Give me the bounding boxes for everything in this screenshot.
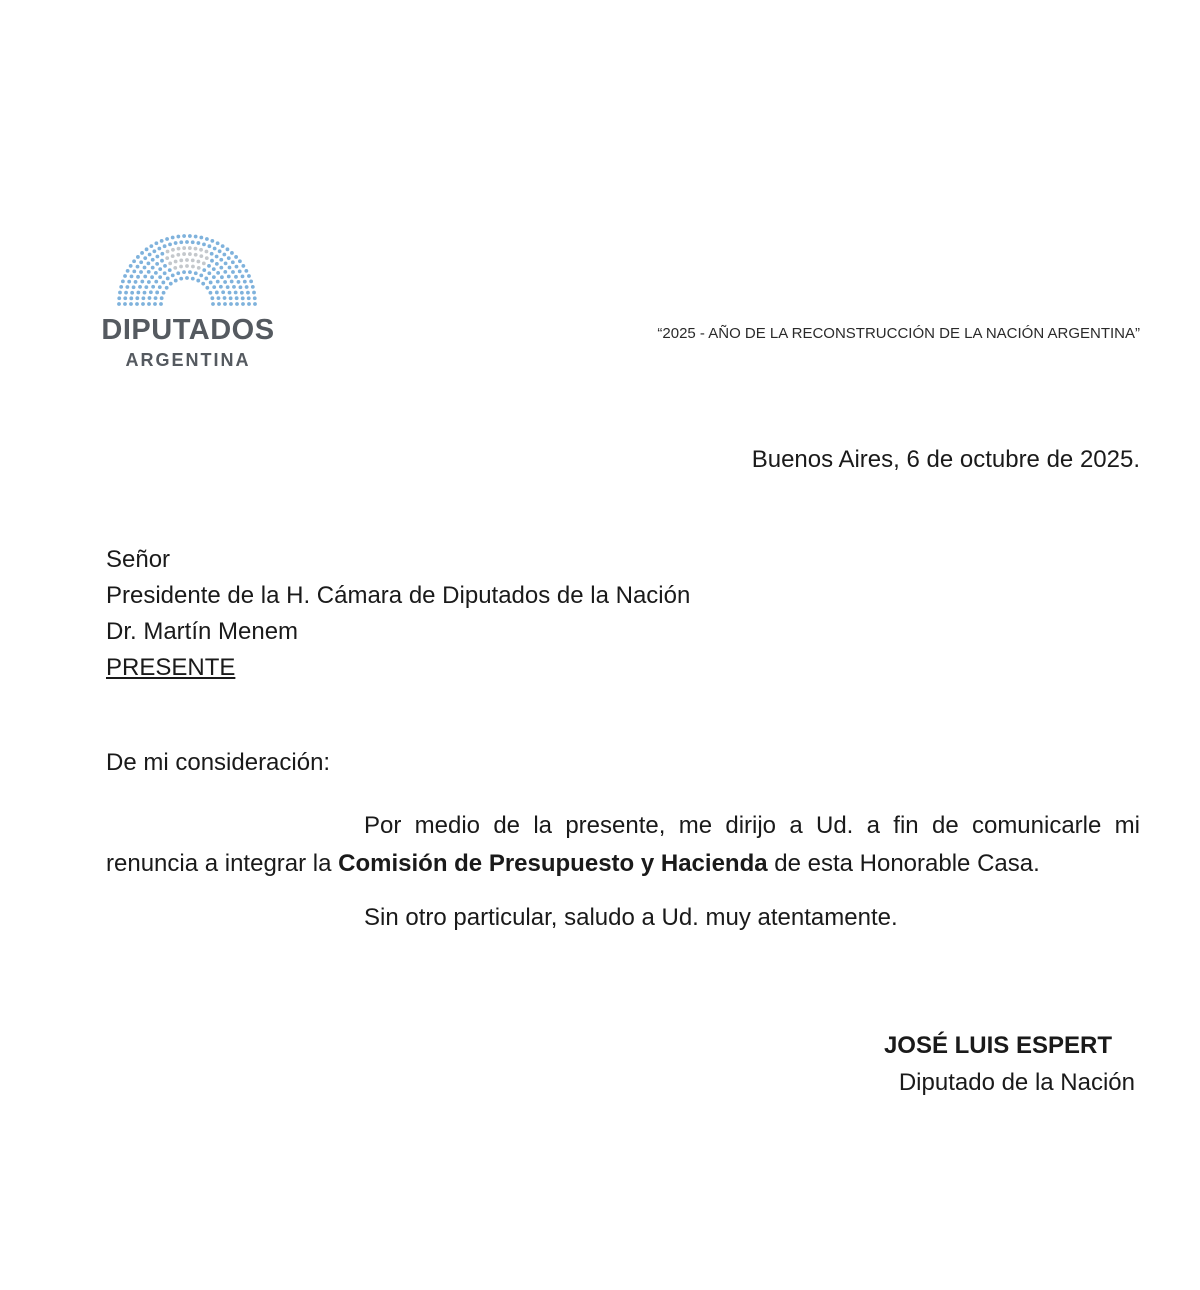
hemicycle-seat [163, 264, 167, 268]
letter-date: Buenos Aires, 6 de octubre de 2025. [751, 446, 1140, 473]
hemicycle-seat [247, 274, 251, 278]
hemicycle-seat [238, 259, 242, 263]
hemicycle-seat [235, 265, 239, 269]
hemicycle-seat [149, 244, 153, 248]
hemicycle-seat [182, 246, 186, 250]
hemicycle-seat [121, 279, 125, 283]
hemicycle-seat [166, 277, 170, 281]
hemicycle-seat [207, 271, 211, 275]
hemicycle-seat [252, 291, 256, 295]
hemicycle-seat [147, 270, 151, 274]
signer-name: JOSÉ LUIS ESPERT [883, 1032, 1112, 1059]
hemicycle-seat [173, 266, 177, 270]
hemicycle-seat [154, 271, 158, 275]
hemicycle-seat [168, 268, 172, 272]
hemicycle-seat [221, 290, 225, 294]
hemicycle-seat [202, 261, 206, 265]
hemicycle-seat [210, 239, 214, 243]
hemicycle-seat [204, 277, 208, 281]
hemicycle-seat [209, 291, 213, 295]
hemicycle-seat [235, 296, 239, 300]
hemicycle-seat [147, 280, 151, 284]
hemicycle-seat [158, 285, 162, 289]
hemicycle-seat [155, 262, 159, 266]
hemicycle-seat [237, 280, 241, 284]
body-text: de esta Honorable Casa. [767, 850, 1040, 877]
hemicycle-seat [123, 302, 127, 306]
hemicycle-seat [163, 271, 167, 275]
hemicycle-seat [249, 279, 253, 283]
hemicycle-seat [241, 274, 245, 278]
hemicycle-seat [169, 282, 173, 286]
hemicycle-seat [148, 296, 152, 300]
hemicycle-seat [179, 265, 183, 269]
hemicycle-seat [253, 296, 257, 300]
hemicycle-seat [202, 268, 206, 272]
hemicycle-seat [227, 256, 231, 260]
body-paragraph [106, 807, 1140, 883]
hemicycle-seat [240, 291, 244, 295]
hemicycle-seat [234, 255, 238, 259]
hemicycle-seat [182, 252, 186, 256]
hemicycle-seat [139, 270, 143, 274]
hemicycle-seat [185, 240, 189, 244]
hemicycle-seat [155, 255, 159, 259]
hemicycle-seat [143, 256, 147, 260]
hemicycle-seat [188, 270, 192, 274]
hemicycle-seat [246, 291, 250, 295]
hemicycle-seat [179, 240, 183, 244]
hemicycle-seat [209, 281, 213, 285]
hemicycle-seat [132, 269, 136, 273]
recipient-line: Presidente de la H. Cámara de Diputados de la Nación [106, 582, 691, 609]
hemicycle-seat [117, 302, 121, 306]
hemicycle-seat [194, 235, 198, 239]
hemicycle-seat [162, 291, 166, 295]
hemicycle-seat [185, 264, 189, 268]
hemicycle-seat [241, 302, 245, 306]
hemicycle-seat [136, 255, 140, 259]
hemicycle-seat [211, 302, 215, 306]
hemicycle-seat [151, 266, 155, 270]
hemicycle-seat [171, 236, 175, 240]
hemicycle-seat [222, 253, 226, 257]
hemicycle-seat [132, 285, 136, 289]
hemicycle-seat [210, 296, 214, 300]
hemicycle-seat [194, 253, 198, 257]
hemicycle-seat [182, 234, 186, 238]
hemicycle-seat [205, 256, 209, 260]
hemicycle-seat [132, 259, 136, 263]
hemicycle-seat [188, 252, 192, 256]
hemicycle-seat [196, 279, 200, 283]
hemicycle-seat [228, 266, 232, 270]
hemicycle-seat [154, 280, 158, 284]
hemicycle-seat [144, 285, 148, 289]
hemicycle-seat [176, 235, 180, 239]
hemicycle-seat [129, 264, 133, 268]
hemicycle-seat [212, 285, 216, 289]
hemicycle-seat [201, 282, 205, 286]
hemicycle-seat [134, 280, 138, 284]
hemicycle-seat [224, 262, 228, 266]
body-text: Por medio de la presente, me dirijo a Ud. a fin de comunicarle mi renuncia a integrar la [106, 812, 1140, 877]
hemicycle-seat [212, 275, 216, 279]
hemicycle-seat [194, 271, 198, 275]
hemicycle-seat [159, 302, 163, 306]
hemicycle-seat [219, 258, 223, 262]
hemicycle-seat [215, 262, 219, 266]
hemicycle-seat [216, 241, 220, 245]
hemicycle-seat [212, 267, 216, 271]
hemicycle-seat [185, 276, 189, 280]
hemicycle-seat [130, 274, 134, 278]
hemicycle-seat [229, 296, 233, 300]
hemicycle-seat [196, 241, 200, 245]
hemicycle-seat [191, 240, 195, 244]
hemicycle-seat [241, 296, 245, 300]
hemicycle-seat [155, 291, 159, 295]
recipient-presente: PRESENTE [106, 654, 236, 681]
hemicycle-seat [154, 296, 158, 300]
hemicycle-seat [216, 271, 220, 275]
hemicycle-seat [151, 258, 155, 262]
hemicycle-seat [160, 239, 164, 243]
hemicycle-seat [154, 241, 158, 245]
hemicycle-seat [179, 277, 183, 281]
hemicycle-seat [161, 281, 165, 285]
hemicycle-seat [179, 258, 183, 262]
signer-title: Diputado de la Nación [898, 1069, 1135, 1096]
hemicycle-seat [165, 286, 169, 290]
hemicycle-seat [215, 291, 219, 295]
hemicycle-seat [160, 296, 164, 300]
hemicycle-seat [140, 280, 144, 284]
year-motto: “2025 - AÑO DE LA RECONSTRUCCIÓN DE LA NACIÓN ARGENTINA” [657, 325, 1140, 342]
hemicycle-seat [177, 247, 181, 251]
hemicycle-seat [247, 296, 251, 300]
hemicycle-seat [143, 291, 147, 295]
hemicycle-seat [215, 255, 219, 259]
hemicycle-seat [219, 266, 223, 270]
hemicycle-seat [229, 302, 233, 306]
hemicycle-seat [223, 302, 227, 306]
closing-line: Sin otro particular, saludo a Ud. muy atentamente. [364, 904, 898, 931]
hemicycle-seat [208, 244, 212, 248]
hemicycle-seat [199, 273, 203, 277]
hemicycle-seat [117, 296, 121, 300]
hemicycle-seat [253, 302, 257, 306]
hemicycle-seat [140, 251, 144, 255]
hemicycle-seat [171, 248, 175, 252]
hemicycle-seat [118, 291, 122, 295]
hemicycle-seat [202, 242, 206, 246]
hemicycle-seat [129, 296, 133, 300]
hemicycle-seat [171, 273, 175, 277]
hemicycle-seat [239, 285, 243, 289]
hemicycle-seat [158, 275, 162, 279]
hemicycle-seat [168, 242, 172, 246]
hemicycle-seat [232, 285, 236, 289]
hemicycle-seat [220, 275, 224, 279]
hemicycle-seat [123, 296, 127, 300]
hemicycle-seat [226, 285, 230, 289]
recipient-line: Dr. Martín Menem [106, 618, 299, 645]
hemicycle-seat [227, 275, 231, 279]
hemicycle-seat [223, 296, 227, 300]
hemicycle-seat [217, 302, 221, 306]
hemicycle-seat [149, 290, 153, 294]
hemicycle-seat [231, 270, 235, 274]
hemicycle-seat [251, 285, 255, 289]
hemicycle-seat [166, 250, 170, 254]
hemicycle-seat [210, 259, 214, 263]
hemicycle-seat [199, 248, 203, 252]
hemicycle-seat [231, 260, 235, 264]
hemicycle-seat [223, 280, 227, 284]
hemicycle-seat [165, 237, 169, 241]
hemicycle-seat [145, 247, 149, 251]
hemicycle-seat [171, 254, 175, 258]
hemicycle-seat [150, 275, 154, 279]
hemicycle-seat [130, 291, 134, 295]
hemicycle-seat [148, 253, 152, 257]
hemicycle-seat [174, 279, 178, 283]
hemicycle-seat [153, 302, 157, 306]
hemicycle-seat [205, 250, 209, 254]
hemicycle-seat [174, 241, 178, 245]
hemicycle-seat [241, 264, 245, 268]
hemicycle-seat [127, 280, 131, 284]
hemicycle-seat [244, 269, 248, 273]
hemicycle-seat [151, 285, 155, 289]
hemicycle-seat [176, 253, 180, 257]
hemicycle-seat [207, 264, 211, 268]
hemicycle-seat [243, 280, 247, 284]
salutation: De mi consideración: [106, 749, 331, 776]
hemicycle-seat [228, 291, 232, 295]
hemicycle-seat [219, 285, 223, 289]
hemicycle-seat [210, 252, 214, 256]
hemicycle-seat [199, 236, 203, 240]
hemicycle-seat [136, 265, 140, 269]
hemicycle-seat [125, 285, 129, 289]
hemicycle-seat [176, 271, 180, 275]
hemicycle-seat [196, 260, 200, 264]
hemicycle-seat [135, 296, 139, 300]
hemicycle-seat [205, 237, 209, 241]
hemicycle-seat [217, 296, 221, 300]
hemicycle-seat [199, 254, 203, 258]
hemicycle-seat [126, 269, 130, 273]
hemicycle-seat [119, 285, 123, 289]
hemicycle-seat [147, 262, 151, 266]
hemicycle-seat [158, 267, 162, 271]
hemicycle-seat [216, 280, 220, 284]
hemicycle-seat [213, 247, 217, 251]
hemicycle-seat [136, 275, 140, 279]
hemicycle-seat [160, 259, 164, 263]
hemicycle-seat [141, 296, 145, 300]
hemicycle-seat [238, 269, 242, 273]
hemicycle-seat [235, 302, 239, 306]
logo-subtitle: ARGENTINA [125, 350, 251, 370]
hemicycle-seat [247, 302, 251, 306]
hemicycle-seat [136, 291, 140, 295]
hemicycle-seat [165, 256, 169, 260]
logo-wordmark: DIPUTADOS [101, 314, 275, 346]
hemicycle-seat [135, 302, 139, 306]
hemicycle-seat [157, 247, 161, 251]
hemicycle-seat [174, 260, 178, 264]
hemicycle-seat [129, 302, 133, 306]
hemicycle-seat [226, 247, 230, 251]
hemicycle-seat [143, 275, 147, 279]
hemicycle-seat [218, 249, 222, 253]
hemicycle-seat [234, 291, 238, 295]
hemicycle-seat [230, 280, 234, 284]
hemicycle-seat [138, 285, 142, 289]
hemicycle-seat [234, 275, 238, 279]
hemicycle-seat [139, 260, 143, 264]
hemicycle-seat [141, 302, 145, 306]
hemicycle-seat [191, 265, 195, 269]
hemicycle-seat [188, 246, 192, 250]
hemicycle-seat [197, 266, 201, 270]
hemicycle-seat [168, 261, 172, 265]
hemicycle-seat [160, 252, 164, 256]
hemicycle-seat [143, 266, 147, 270]
recipient-line: Señor [106, 546, 171, 573]
hemicycle-seat [152, 249, 156, 253]
hemicycle-seat [221, 244, 225, 248]
hemicycle-seat [245, 285, 249, 289]
hemicycle-seat [163, 244, 167, 248]
hemicycle-seat [223, 270, 227, 274]
hemicycle-seat [147, 302, 151, 306]
hemicycle-seat [191, 258, 195, 262]
hemicycle-seat [185, 258, 189, 262]
hemicycle-seat [182, 270, 186, 274]
hemicycle-seat [191, 277, 195, 281]
hemicycle-seat [205, 286, 209, 290]
committee-name: Comisión de Presupuesto y Hacienda [338, 850, 768, 877]
hemicycle-seat [124, 291, 128, 295]
hemicycle-icon [112, 232, 262, 308]
hemicycle-seat [194, 247, 198, 251]
hemicycle-seat [230, 251, 234, 255]
hemicycle-seat [188, 234, 192, 238]
hemicycle-seat [123, 274, 127, 278]
